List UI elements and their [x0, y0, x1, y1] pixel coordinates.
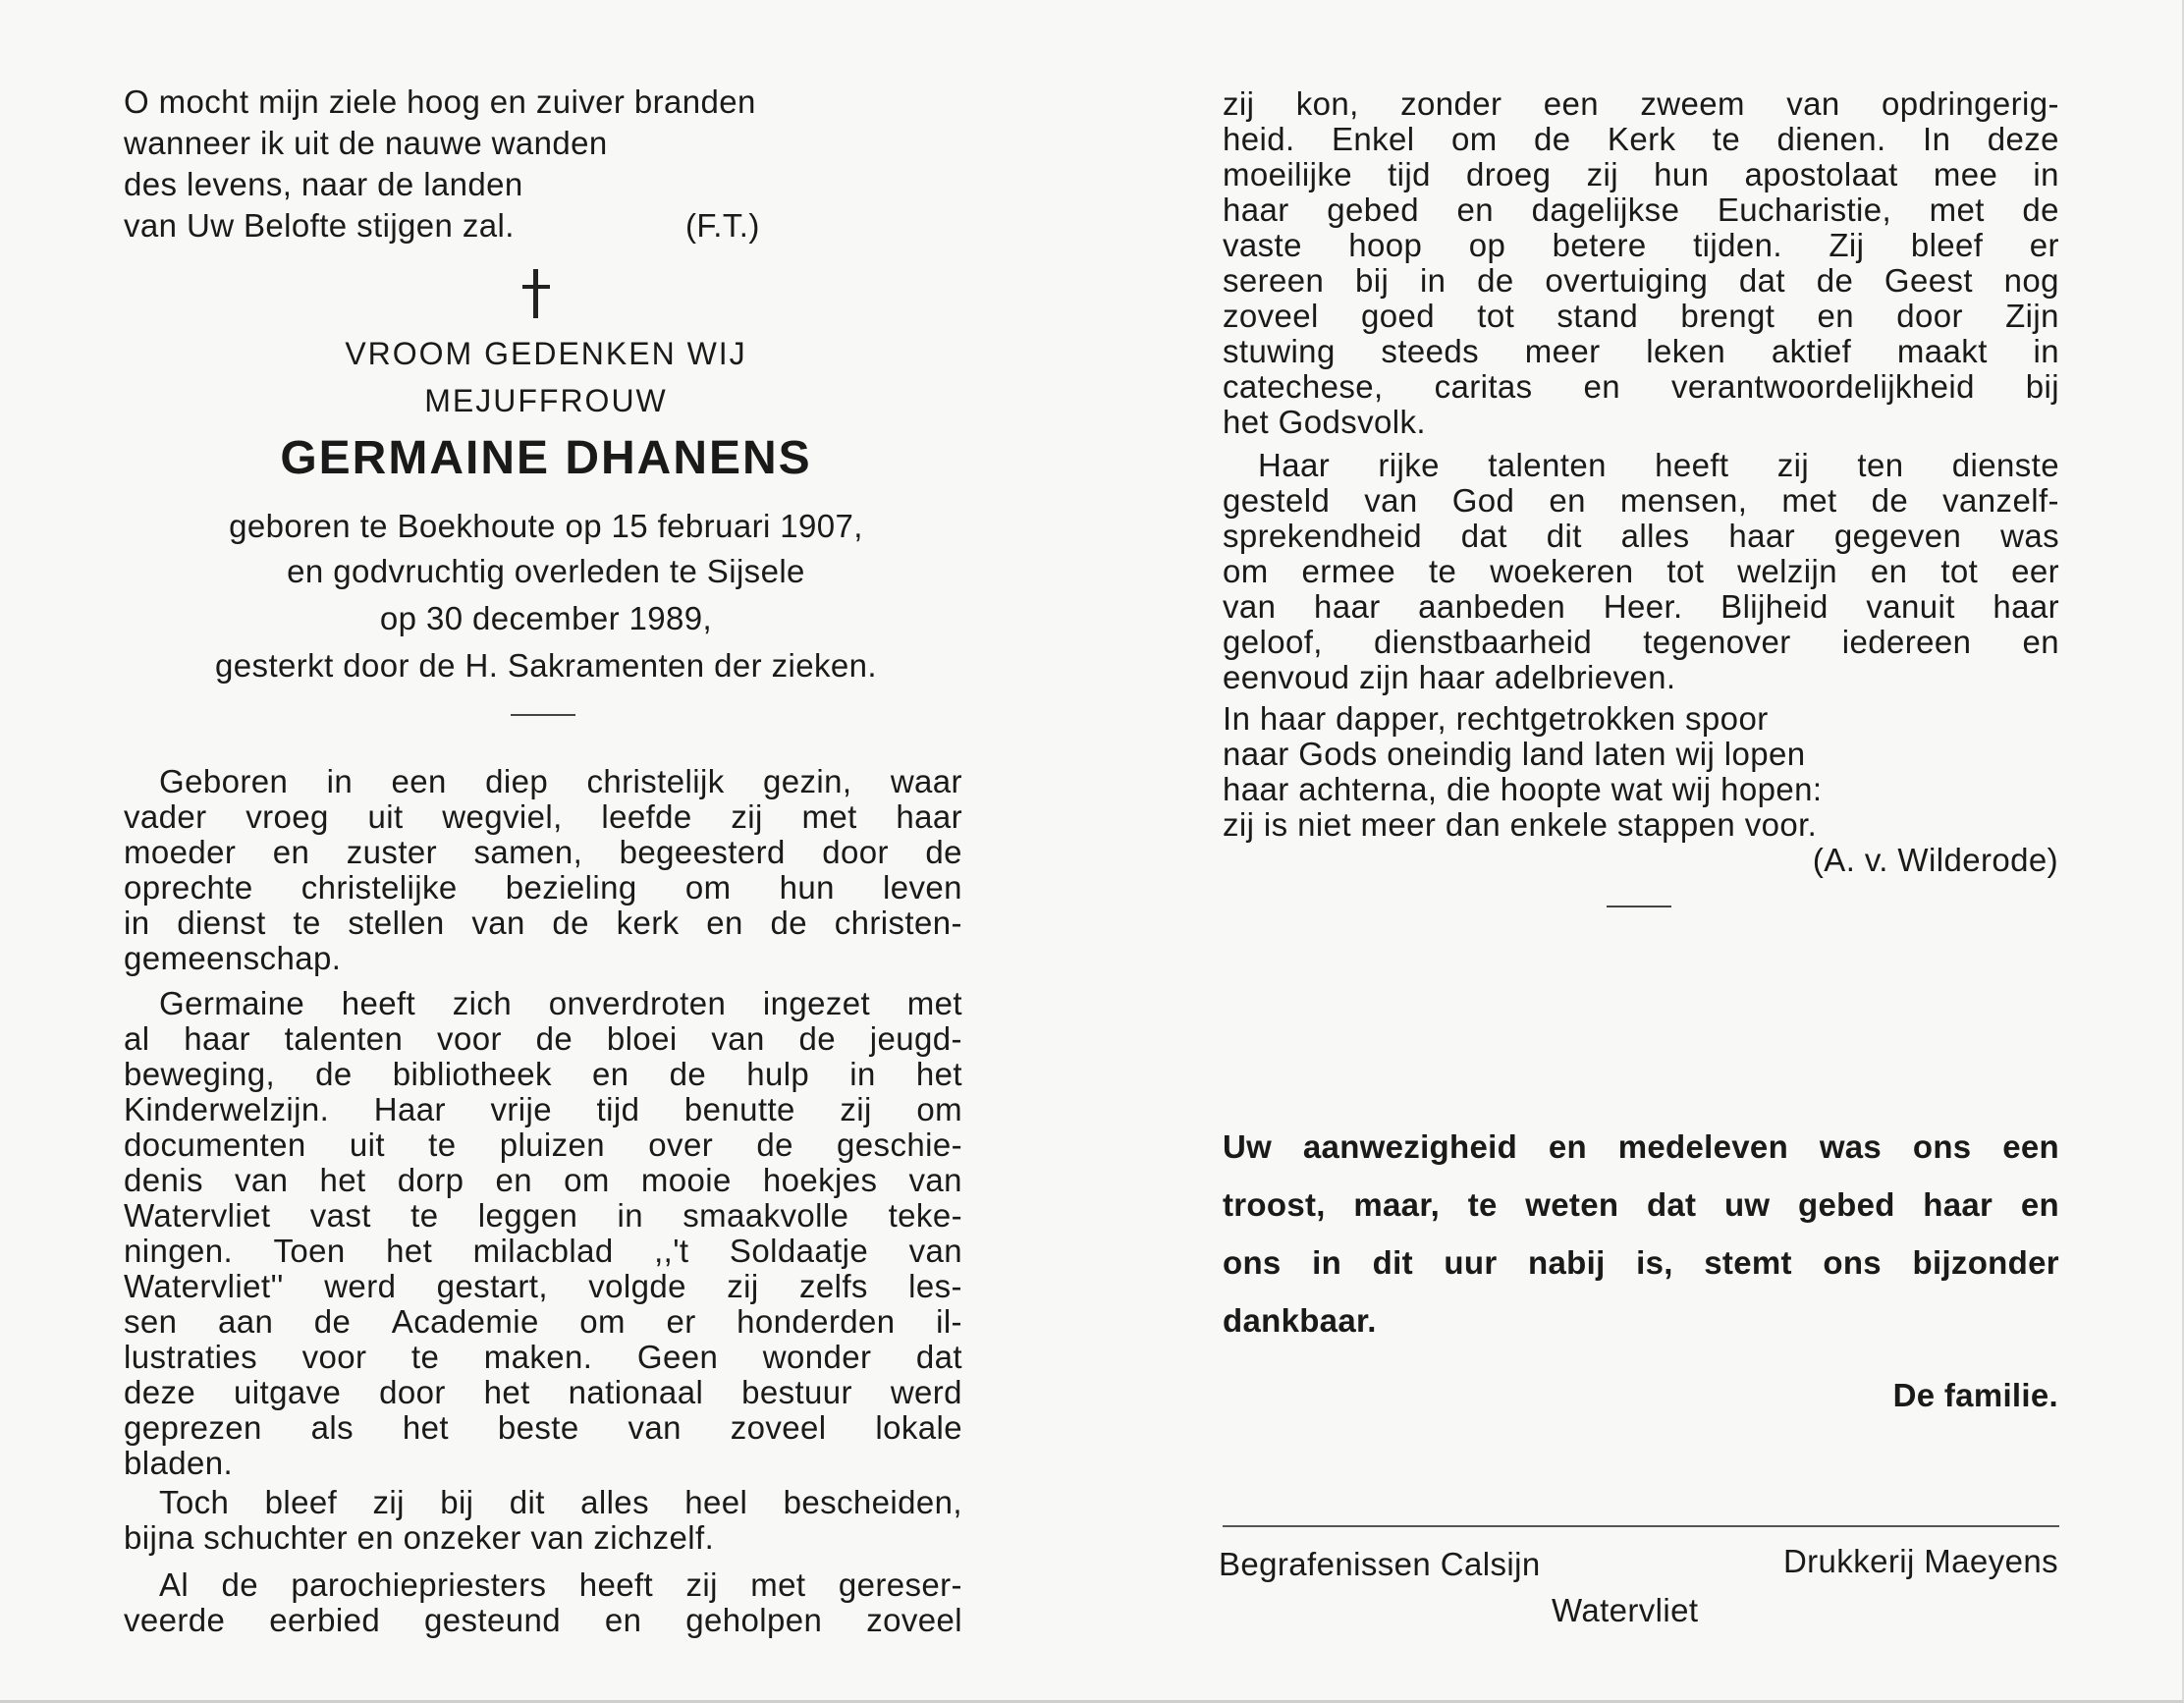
deceased-name: GERMAINE DHANENS — [280, 432, 812, 484]
body-line: ningen. Toen het milacblad ,,'t Soldaatje van — [124, 1233, 962, 1269]
poem-bottom-line: zij is niet meer dan enkele stappen voor. — [1223, 806, 1818, 843]
body-line: Haar rijke talenten heeft zij ten dienste — [1258, 447, 2059, 483]
body-line: sereen bij in de overtuiging dat de Geest nog — [1223, 262, 2059, 299]
body-line: Al de parochiepriesters heeft zij met gereser- — [159, 1566, 962, 1603]
poem-bottom-line: haar achterna, die hoopte wat wij hopen: — [1223, 771, 1823, 807]
poem-bottom-line: In haar dapper, rechtgetrokken spoor — [1223, 700, 1769, 737]
thanks-line: ons in dit uur nabij is, stemt ons bijzonder — [1223, 1244, 2059, 1281]
body-line: haar gebed en dagelijkse Eucharistie, met de — [1223, 192, 2059, 228]
footer-rule — [1223, 1525, 2059, 1527]
body-line: catechese, caritas en verantwoordelijkheid bij — [1223, 368, 2059, 405]
body-line: Germaine heeft zich onverdroten ingezet met — [159, 985, 962, 1021]
poem-top-line: van Uw Belofte stijgen zal. — [124, 207, 515, 244]
divider — [511, 714, 575, 716]
body-line: beweging, de bibliotheek en de hulp in het — [124, 1056, 962, 1092]
thanks-line: troost, maar, te weten dat uw gebed haar en — [1223, 1186, 2059, 1223]
thanks-line: dankbaar. — [1223, 1302, 1377, 1339]
birth-line: gesterkt door de H. Sakramenten der zieken. — [215, 647, 877, 684]
body-line: documenten uit te pluizen over de geschie- — [124, 1126, 962, 1163]
body-line: vader vroeg uit wegviel, leefde zij met haar — [124, 798, 962, 835]
heading-line: MEJUFFROUW — [424, 383, 668, 418]
body-line: vaste hoop op betere tijden. Zij bleef er — [1223, 227, 2059, 263]
body-line: gesteld van God en mensen, met de vanzelf- — [1223, 482, 2059, 519]
body-line: geloof, dienstbaarheid tegenover iedereen en — [1223, 624, 2059, 660]
poem-bottom-line: naar Gods oneindig land laten wij lopen — [1223, 736, 1806, 772]
body-line: gemeenschap. — [124, 940, 342, 976]
body-line: lustraties voor te maken. Geen wonder dat — [124, 1339, 962, 1375]
birth-line: op 30 december 1989, — [379, 600, 713, 636]
poem-top-line: wanneer ik uit de nauwe wanden — [124, 125, 608, 161]
body-line: veerde eerbied gesteund en geholpen zoveel — [124, 1602, 962, 1638]
body-line: sen aan de Academie om er honderden il- — [124, 1303, 962, 1340]
body-line: al haar talenten voor de bloei van de jeugd- — [124, 1020, 962, 1057]
birth-line: geboren te Boekhoute op 15 februari 1907, — [229, 508, 863, 544]
heading-line: VROOM GEDENKEN WIJ — [345, 336, 747, 371]
body-line: het Godsvolk. — [1223, 404, 1426, 440]
body-line: Watervliet vast te leggen in smaakvolle teke- — [124, 1197, 962, 1234]
body-line: in dienst te stellen van de kerk en de christen- — [124, 905, 962, 941]
body-line: moeilijke tijd droeg zij hun apostolaat mee in — [1223, 156, 2059, 192]
body-line: oprechte christelijke bezieling om hun leven — [124, 869, 962, 906]
body-line: zoveel goed tot stand brengt en door Zijn — [1223, 298, 2059, 334]
body-line: Geboren in een diep christelijk gezin, waar — [159, 763, 962, 799]
body-line: bijna schuchter en onzeker van zichzelf. — [124, 1519, 715, 1556]
thanks-line: Uw aanwezigheid en medeleven was ons een — [1223, 1128, 2059, 1165]
footer-town: Watervliet — [1552, 1592, 1699, 1628]
signature: De familie. — [1892, 1377, 2058, 1413]
cross-icon — [517, 269, 556, 318]
body-line: heid. Enkel om de Kerk te dienen. In deze — [1223, 121, 2059, 157]
body-line: van haar aanbeden Heer. Blijheid vanuit haar — [1223, 588, 2059, 625]
body-line: Watervliet'' werd gestart, volgde zij zelfs les- — [124, 1268, 962, 1304]
body-line: Toch bleef zij bij dit alles heel bescheiden, — [159, 1484, 962, 1520]
body-line: stuwing steeds meer leken aktief maakt in — [1223, 333, 2059, 369]
body-line: zij kon, zonder een zweem van opdringerig- — [1223, 85, 2059, 122]
footer-printer: Drukkerij Maeyens — [1782, 1543, 2058, 1579]
body-line: sprekendheid dat dit alles haar gegeven was — [1223, 518, 2059, 554]
body-line: denis van het dorp en om mooie hoekjes van — [124, 1162, 962, 1198]
body-line: Kinderwelzijn. Haar vrije tijd benutte zij om — [124, 1091, 962, 1127]
footer-undertaker: Begrafenissen Calsijn — [1219, 1546, 1541, 1582]
body-line: bladen. — [124, 1445, 234, 1481]
body-line: geprezen als het beste van zoveel lokale — [124, 1409, 962, 1446]
poem-bottom-author: (A. v. Wilderode) — [1812, 842, 2058, 878]
poem-top-author: (F.T.) — [685, 207, 760, 244]
body-line: om ermee te woekeren tot welzijn en tot eer — [1223, 553, 2059, 589]
poem-top-line: des levens, naar de landen — [124, 166, 523, 202]
birth-line: en godvruchtig overleden te Sijsele — [287, 553, 805, 589]
body-line: moeder en zuster samen, begeesterd door de — [124, 834, 962, 870]
divider — [1607, 906, 1671, 907]
body-line: deze uitgave door het nationaal bestuur werd — [124, 1374, 962, 1410]
body-line: eenvoud zijn haar adelbrieven. — [1223, 659, 1676, 695]
poem-top-line: O mocht mijn ziele hoog en zuiver branden — [124, 83, 756, 120]
